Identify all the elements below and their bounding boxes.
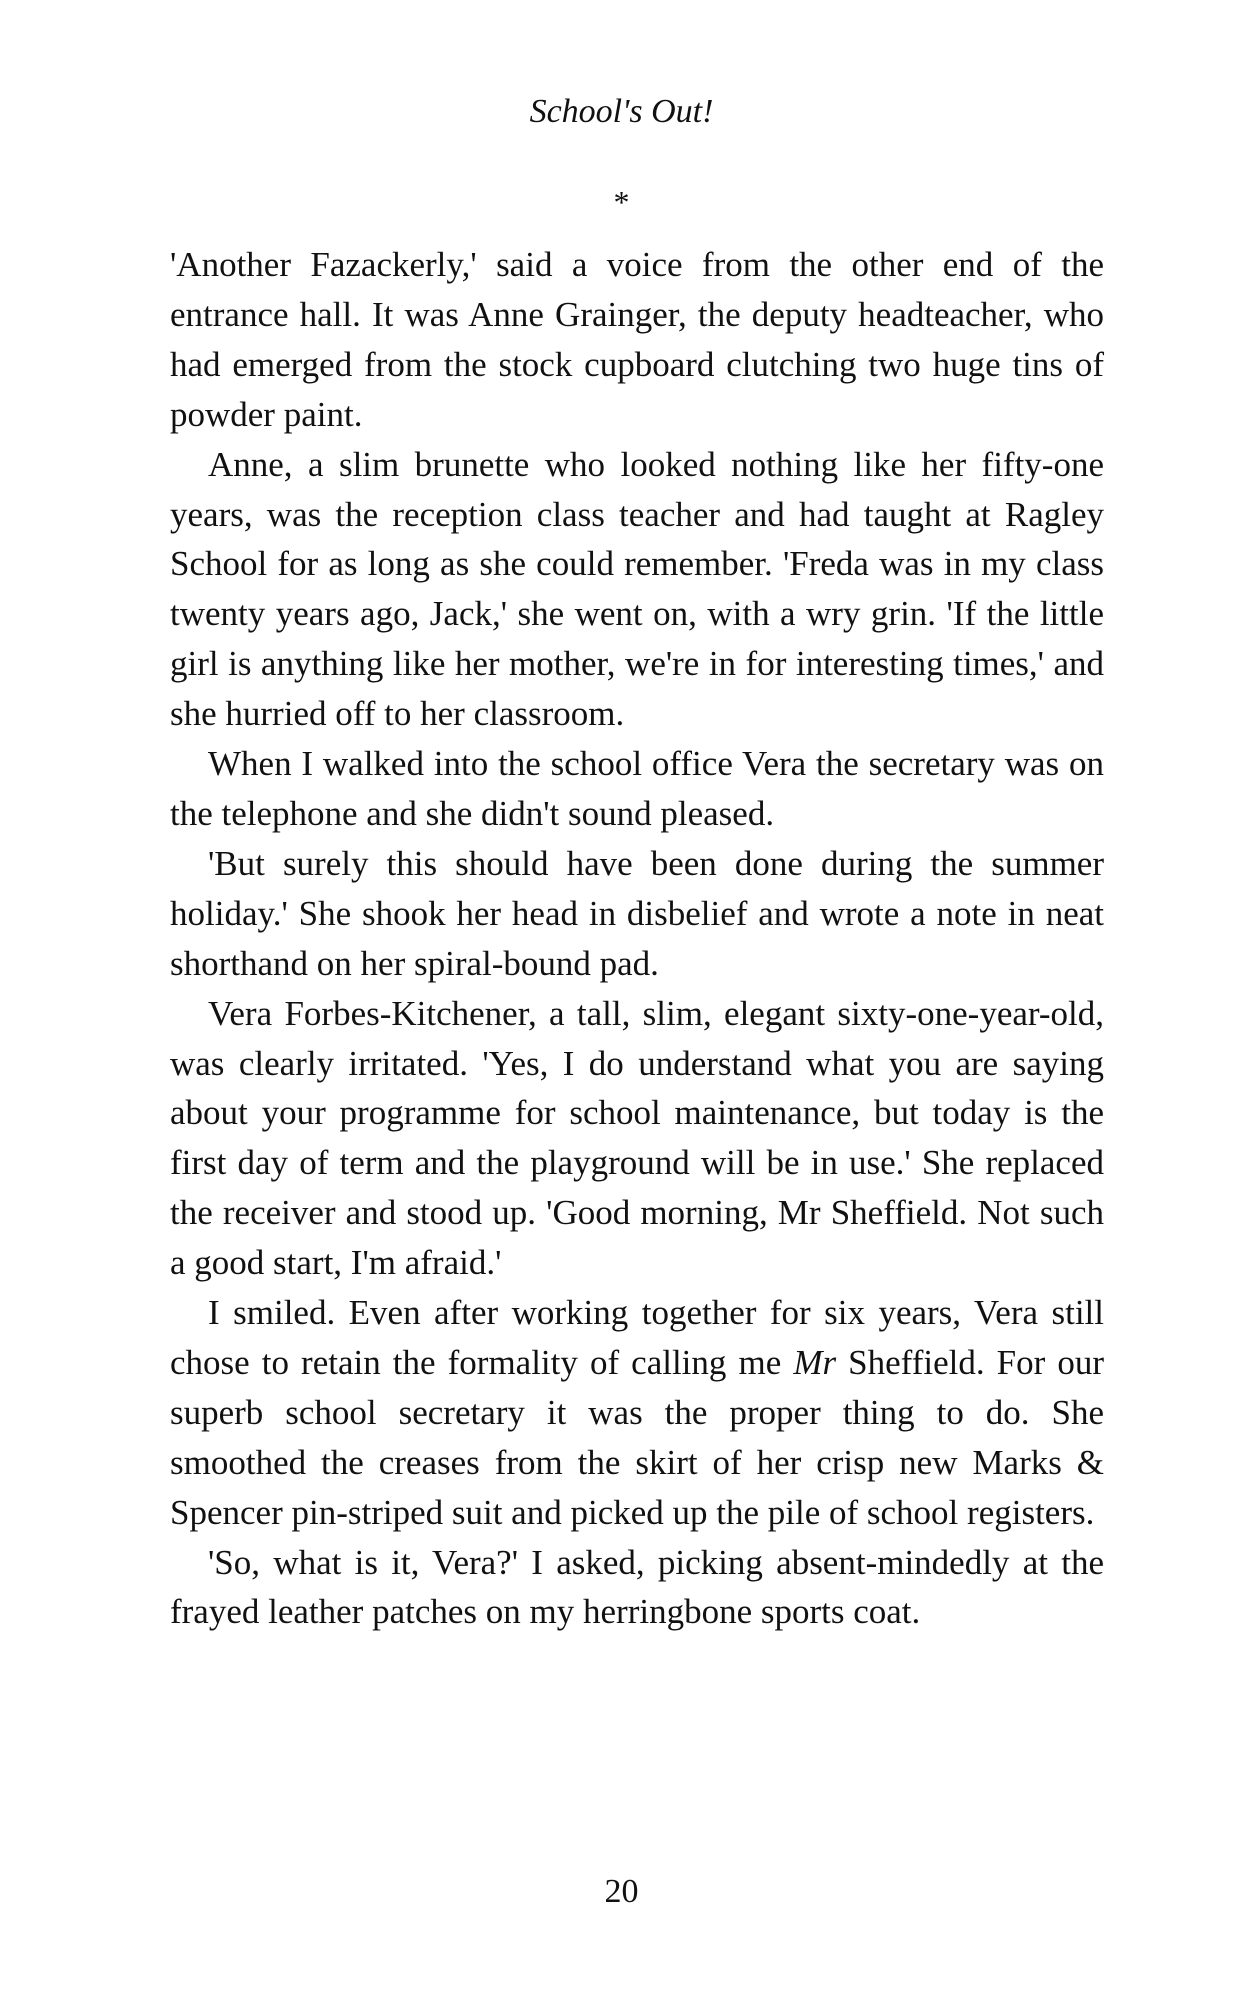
scene-break-asterisk: * (613, 184, 630, 220)
italic-text: Mr (793, 1342, 837, 1382)
paragraph: 'But surely this should have been done during the summer holiday.' She shook her head in disbelief and wrote a note in neat shorthand on her spiral-bound pad. (170, 843, 1104, 983)
running-head: School's Out! (529, 93, 714, 130)
paragraph: Anne, a slim brunette who looked nothing like her fifty-one years, was the reception class teacher and had taught at Ragley School for as long as she could remember. 'Freda was in my class twenty years ago, Jack,' she went on, with a wry grin. 'If the little girl is anything like her mother, we're in for interesting times,' and she hurried off to her classroom. (170, 444, 1104, 734)
paragraph-text: Sheffield. For our superb school secretary it was the proper thing to do. She smoothed the creases from the skirt of her crisp new Marks & Spencer pin-striped suit and picked up the pile of school registers. (170, 1342, 1104, 1532)
body-text (170, 240, 1104, 1637)
paragraph: When I walked into the school office Vera the secretary was on the telephone and she didn't sound pleased. (170, 744, 1104, 833)
paragraph-text: I smiled. Even after working together for six years, Vera still chose to retain the formality of calling me (170, 1293, 1104, 1382)
paragraph: 'Another Fazackerly,' said a voice from the other end of the entrance hall. It was Anne Grainger, the deputy headteacher, who had emerged from the stock cupboard clutching two huge tins of powder paint. (170, 245, 1104, 434)
paragraph (170, 1288, 1104, 1538)
paragraph: 'So, what is it, Vera?' I asked, picking absent-mindedly at the frayed leather patches on my herringbone sports coat. (170, 1542, 1104, 1632)
paragraph: Vera Forbes-Kitchener, a tall, slim, elegant sixty-one-year-old, was clearly irritated. 'Yes, I do understand what you are saying about your programme for school maintenance, but today is the first day of term and the playground will be in use.' She replaced the receiver and stood up. 'Good morning, Mr Sheffield. Not such a good start, I'm afraid.' (170, 993, 1104, 1283)
page-number: 20 (604, 1873, 639, 1910)
